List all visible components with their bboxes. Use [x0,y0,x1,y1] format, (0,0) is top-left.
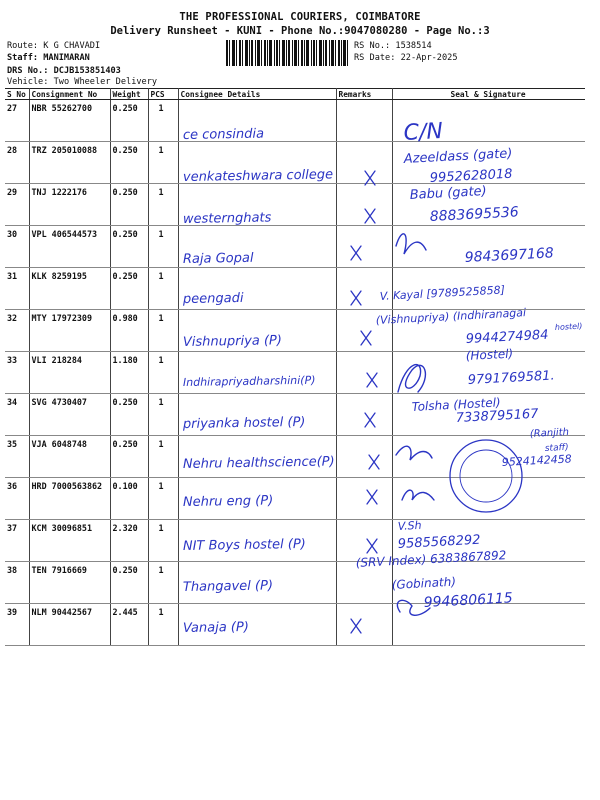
cell-remarks [336,142,392,184]
handwritten-seal-text: V. Kayal [9789525858] [379,283,506,303]
staff-info [7,53,90,63]
vehicle-info [7,77,157,87]
rs-date [354,53,458,63]
cell-weight: 0.980 [110,310,148,352]
rs-date-value: 22-Apr-2025 [400,53,458,63]
col-sno: S No [5,89,29,100]
cell-seal [392,184,585,226]
handwritten-seal-text: (SRV Index) 6383867892 [355,548,507,570]
cell-sno: 35 [5,436,29,478]
cell-remarks [336,310,392,352]
cell-remarks [336,268,392,310]
cell-consignment-no: HRD 7000563862 [29,478,110,520]
handwritten-consignee: priyanka hostel (P) [182,414,306,432]
handwritten-consignee: Nehru healthscience(P) [182,454,335,472]
cell-weight: 1.180 [110,352,148,394]
handwritten-seal-text: Babu (gate) [409,183,488,203]
cell-remarks [336,520,392,562]
cell-seal [392,142,585,184]
handwritten-seal-text: (Hostel) [465,346,514,363]
rs-number [354,41,432,51]
cell-consignee [178,352,336,394]
cell-sno: 39 [5,604,29,646]
staff-label: Staff: [7,53,39,63]
cell-remarks [336,394,392,436]
handwritten-seal-text: 9944274984 [465,327,549,347]
col-consignee: Consignee Details [178,89,336,100]
cell-consignee [178,604,336,646]
col-pcs: PCS [148,89,178,100]
cell-sno: 27 [5,100,29,142]
cell-remarks [336,436,392,478]
runsheet-title: Delivery Runsheet - KUNI - Phone No.:9047080280 - Page No.:3 [110,25,490,37]
cell-consignee [178,478,336,520]
handwritten-consignee: Raja Gopal [182,250,254,267]
handwritten-consignee: Vishnupriya (P) [182,333,283,350]
cell-sno: 38 [5,562,29,604]
table-row [5,604,585,646]
cell-consignment-no: KCM 30096851 [29,520,110,562]
table-row [5,478,585,520]
table-header-row [5,89,585,100]
handwritten-seal-text: V.Sh [397,518,422,533]
cell-weight: 0.250 [110,562,148,604]
cell-weight: 0.250 [110,394,148,436]
cell-pcs: 1 [148,478,178,520]
cell-pcs: 1 [148,436,178,478]
table-body [5,100,585,646]
handwritten-consignee: Vanaja (P) [182,619,249,636]
drs-label: DRS No.: [7,66,49,76]
cell-consignee [178,184,336,226]
cell-consignment-no: VLI 218284 [29,352,110,394]
cell-weight: 0.250 [110,142,148,184]
cell-pcs: 1 [148,352,178,394]
handwritten-seal-text: 9946806115 [423,590,514,611]
cell-weight: 0.250 [110,184,148,226]
cell-consignee [178,142,336,184]
cell-seal [392,394,585,436]
cell-consignee [178,100,336,142]
table-row [5,268,585,310]
cell-weight: 2.320 [110,520,148,562]
cell-consignment-no: TNJ 1222176 [29,184,110,226]
rs-date-label: RS Date: [354,53,396,63]
cell-remarks [336,604,392,646]
drs-info [7,66,121,76]
cell-consignment-no: KLK 8259195 [29,268,110,310]
cell-sno: 32 [5,310,29,352]
cell-consignment-no: TRZ 205010088 [29,142,110,184]
handwritten-seal-text: (Gobinath) [391,574,457,592]
cell-pcs: 1 [148,310,178,352]
cell-remarks [336,184,392,226]
drs-value: DCJB153851403 [53,66,121,76]
cell-consignee [178,562,336,604]
cell-consignee [178,226,336,268]
cell-consignee [178,436,336,478]
cell-sno: 31 [5,268,29,310]
handwritten-seal-text: 7338795167 [455,406,539,426]
col-consignment: Consignment No [29,89,110,100]
cell-sno: 36 [5,478,29,520]
cell-sno: 30 [5,226,29,268]
cell-pcs: 1 [148,226,178,268]
col-seal: Seal & Signature [392,89,585,100]
cell-seal [392,310,585,352]
cell-remarks [336,352,392,394]
handwritten-consignee: Indhirapriyadharshini(P) [182,373,316,389]
cell-sno: 37 [5,520,29,562]
cell-seal [392,226,585,268]
handwritten-consignee: NIT Boys hostel (P) [182,536,306,554]
table-row [5,562,585,604]
handwritten-seal-text: hostel) [554,321,583,332]
cell-weight: 0.250 [110,268,148,310]
cell-pcs: 1 [148,100,178,142]
cell-pcs: 1 [148,604,178,646]
cell-consignment-no: MTY 17972309 [29,310,110,352]
cell-remarks [336,478,392,520]
handwritten-consignee: peengadi [182,290,244,307]
cell-seal [392,100,585,142]
cell-pcs: 1 [148,520,178,562]
handwritten-seal-text: staff) [544,442,569,454]
cell-sno: 28 [5,142,29,184]
route-info [7,41,100,51]
col-weight: Weight [110,89,148,100]
handwritten-seal-text: 9952628018 [429,166,513,186]
cell-remarks [336,226,392,268]
cell-remarks [336,562,392,604]
cell-consignment-no: NLM 90442567 [29,604,110,646]
cell-weight: 0.250 [110,226,148,268]
barcode-image [226,40,348,66]
handwritten-seal-text: 9524142458 [501,452,573,469]
cell-seal [392,268,585,310]
cell-consignee [178,310,336,352]
cell-consignment-no: VJA 6048748 [29,436,110,478]
cell-consignment-no: TEN 7916669 [29,562,110,604]
table-row [5,352,585,394]
cell-pcs: 1 [148,394,178,436]
handwritten-seal-text: 9791769581. [467,368,555,388]
table-row [5,184,585,226]
cell-weight: 0.100 [110,478,148,520]
handwritten-consignee: venkateshwara college [182,167,334,185]
table-row [5,436,585,478]
cell-seal [392,352,585,394]
staff-value: MANIMARAN [43,53,90,63]
cell-weight: 0.250 [110,100,148,142]
cell-pcs: 1 [148,142,178,184]
handwritten-seal-text: 9843697168 [464,245,555,266]
cell-weight: 0.250 [110,436,148,478]
vehicle-label: Vehicle: [7,77,49,87]
cell-seal [392,478,585,520]
handwritten-seal-text: 9585568292 [397,532,481,552]
cell-pcs: 1 [148,184,178,226]
handwritten-seal-text: (Vishnupriya) (Indhiranagai [375,306,527,327]
cell-pcs: 1 [148,268,178,310]
cell-seal [392,436,585,478]
table-row [5,520,585,562]
handwritten-consignee: ce consindia [182,126,265,143]
cell-seal [392,604,585,646]
cell-consignment-no: SVG 4730407 [29,394,110,436]
cell-consignment-no: VPL 406544573 [29,226,110,268]
table-row [5,226,585,268]
cell-sno: 29 [5,184,29,226]
cell-weight: 2.445 [110,604,148,646]
cell-sno: 33 [5,352,29,394]
handwritten-seal-text: C/N [403,118,444,146]
col-remarks: Remarks [336,89,392,100]
handwritten-seal-text: Azeeldass (gate) [403,146,513,167]
cell-consignee [178,520,336,562]
rs-no-value: 1538514 [395,41,432,51]
cell-remarks [336,100,392,142]
runsheet-table [5,88,585,646]
cell-consignee [178,268,336,310]
route-value: K G CHAVADI [43,41,101,51]
vehicle-value: Two Wheeler Delivery [53,77,158,87]
cell-pcs: 1 [148,562,178,604]
table-row [5,100,585,142]
rs-no-label: RS No.: [354,41,391,51]
cell-sno: 34 [5,394,29,436]
table-row [5,394,585,436]
cell-seal [392,520,585,562]
route-label: Route: [7,41,39,51]
handwritten-consignee: westernghats [182,210,272,227]
table-row [5,142,585,184]
handwritten-consignee: Nehru eng (P) [182,493,274,510]
handwritten-seal-text: (Ranjith [529,426,570,440]
cell-seal [392,562,585,604]
company-title: THE PROFESSIONAL COURIERS, COIMBATORE [179,11,421,23]
cell-consignment-no: NBR 55262700 [29,100,110,142]
table-row [5,310,585,352]
cell-consignee [178,394,336,436]
handwritten-seal-text: 8883695536 [429,204,520,225]
handwritten-consignee: Thangavel (P) [182,578,274,595]
handwritten-seal-text: Tolsha (Hostel) [411,395,501,414]
